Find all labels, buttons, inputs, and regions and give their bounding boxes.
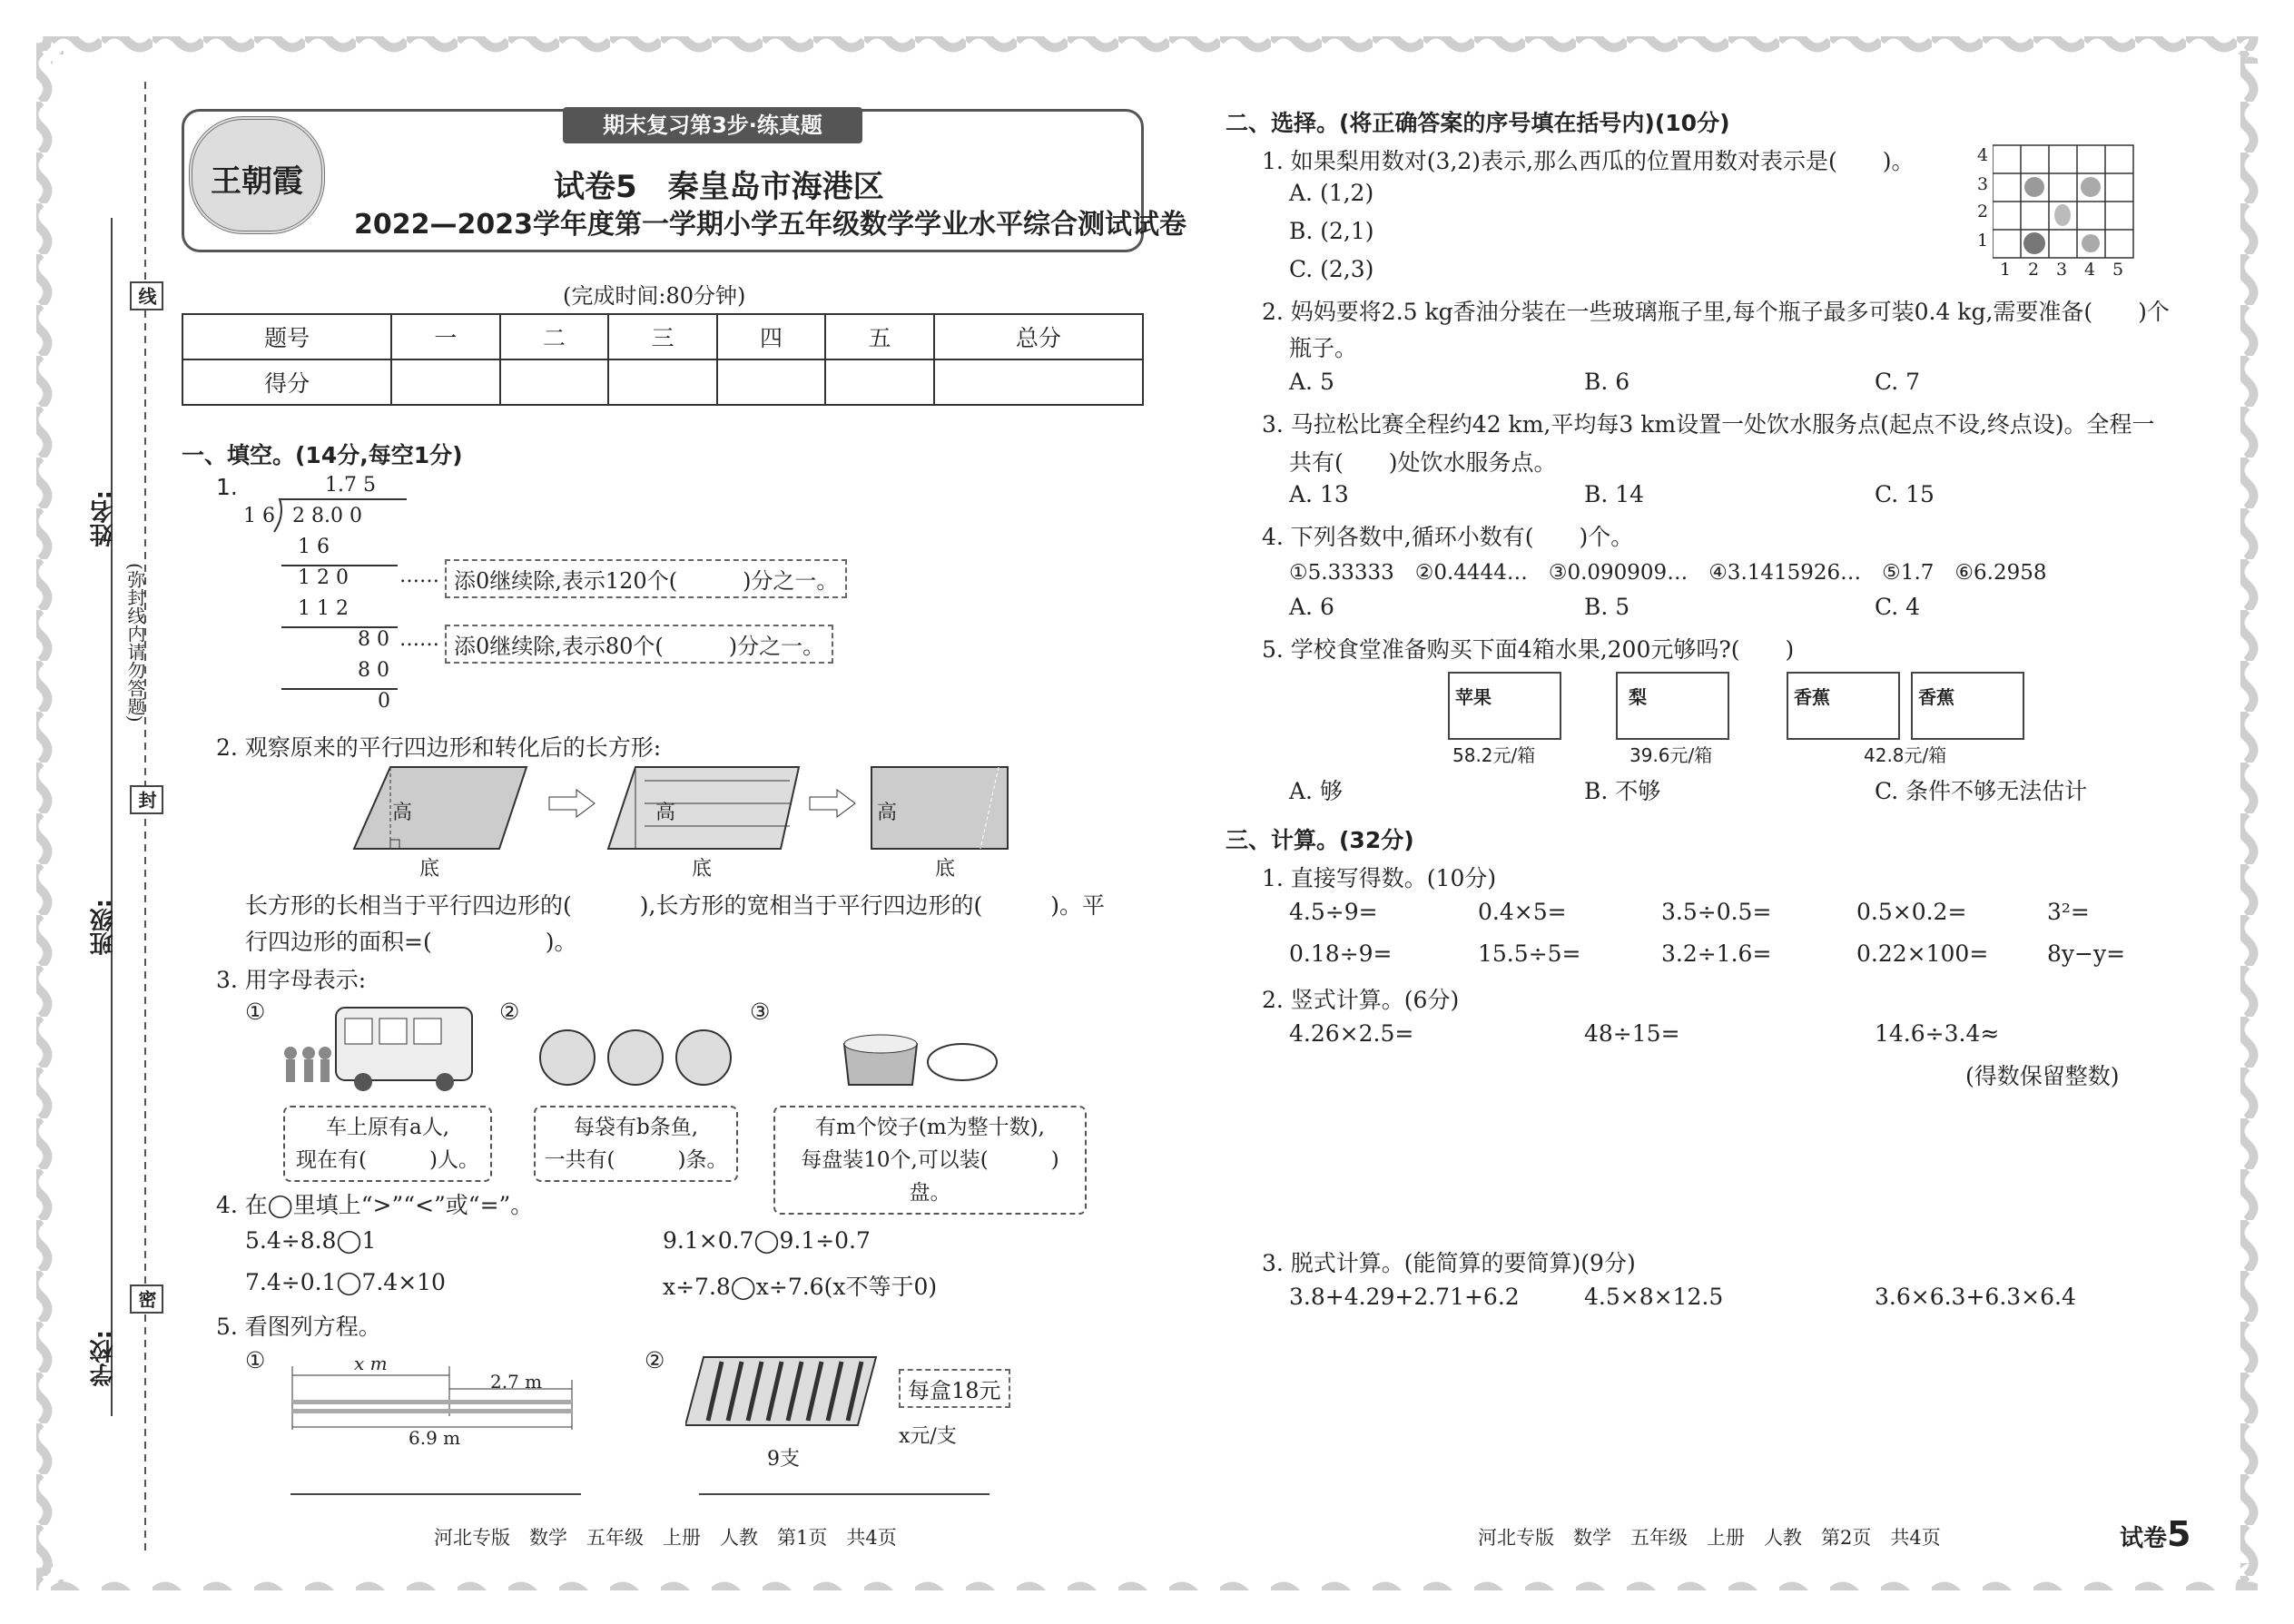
fruit-price-3: 42.8元/箱 xyxy=(1864,744,1947,766)
q3-stem: 3. 用字母表示: xyxy=(216,967,367,993)
q1-num: 1. xyxy=(216,474,238,500)
q5-xm: x m xyxy=(354,1353,388,1374)
q1-step5: 8 0 xyxy=(358,659,389,682)
q2-di-2: 底 xyxy=(692,858,713,881)
calc[interactable]: 0.5×0.2= xyxy=(1856,899,1967,925)
grid-x3: 3 xyxy=(2056,260,2068,280)
q3-n1: ① xyxy=(245,999,266,1025)
fruit-price-1: 58.2元/箱 xyxy=(1452,744,1536,766)
score-input[interactable] xyxy=(391,359,500,405)
q1-step3: 1 1 2 xyxy=(298,597,349,620)
q2-gao-2: 高 xyxy=(655,802,676,824)
bus-illustration xyxy=(272,999,481,1098)
score-cell: 题号 xyxy=(182,314,391,359)
fruit-box-banana-1 xyxy=(1787,672,1900,740)
calc[interactable]: 8y−y= xyxy=(2047,940,2126,967)
class-label: 班级: xyxy=(90,899,117,956)
q1-step1: 1 6 xyxy=(298,536,330,558)
q2-di-3: 底 xyxy=(935,858,956,881)
tag-number: 5 xyxy=(2167,1514,2191,1554)
q1-dividend: 2 8.0 0 xyxy=(292,505,362,527)
calc[interactable]: 3²= xyxy=(2047,899,2090,925)
score-cell: 总分 xyxy=(934,314,1143,359)
s2q4-b[interactable]: B. 5 xyxy=(1584,594,1630,620)
paper-subtitle: 2022—2023学年度第一学期小学五年级数学学业水平综合测试试卷 xyxy=(354,209,1186,241)
school-label: 学校: xyxy=(90,1330,117,1387)
score-cell: 三 xyxy=(608,314,717,359)
score-table-header-row xyxy=(182,314,1143,359)
tag-label: 试卷 xyxy=(2120,1525,2168,1552)
paper-tag xyxy=(2120,1514,2191,1554)
s2q2-b[interactable]: B. 6 xyxy=(1584,369,1630,395)
vcalc[interactable]: 14.6÷3.4≈ xyxy=(1875,1020,2000,1047)
s2q5-stem: 5. 学校食堂准备购买下面4箱水果,200元够吗?( ) xyxy=(1262,636,1795,663)
grid-x1: 1 xyxy=(2000,260,2012,280)
grid-y4: 4 xyxy=(1977,145,1989,165)
s2q4-c[interactable]: C. 4 xyxy=(1875,594,1921,620)
fruit-box-banana-2 xyxy=(1911,672,2024,740)
side-feng: 封 xyxy=(130,785,163,814)
answer-line[interactable] xyxy=(290,1493,581,1495)
s2q3-stem2: 共有( )处饮水服务点。 xyxy=(1289,449,1557,476)
paper-title: 试卷5 秦皇岛市海港区 xyxy=(554,169,884,205)
footer-right: 河北专版 数学 五年级 上册 人教 第2页 共4页 xyxy=(1478,1527,1941,1549)
q3-caption-2 xyxy=(534,1106,738,1182)
s2q2-a[interactable]: A. 5 xyxy=(1289,369,1334,395)
s2q1-c[interactable]: C. (2,3) xyxy=(1289,256,1374,282)
q4-a[interactable]: 5.4÷8.8◯1 xyxy=(245,1227,377,1254)
q1-divisor: 1 6 xyxy=(243,505,275,527)
q1-quotient: 1.7 5 xyxy=(325,474,376,497)
side-xian: 线 xyxy=(130,281,163,310)
s3q2-note: (得数保留整数) xyxy=(1965,1063,2120,1089)
s2q1-a[interactable]: A. (1,2) xyxy=(1289,180,1374,206)
q3-c1b[interactable]: 现在有( )人。 xyxy=(296,1148,479,1172)
q1-step6: 0 xyxy=(378,690,390,713)
s2q1-stem: 1. 如果梨用数对(3,2)表示,那么西瓜的位置用数对表示是( )。 xyxy=(1262,148,1915,174)
footer-left: 河北专版 数学 五年级 上册 人教 第1页 共4页 xyxy=(434,1527,897,1549)
q2-stem: 2. 观察原来的平行四边形和转化后的长方形: xyxy=(216,734,662,761)
tcalc[interactable]: 3.6×6.3+6.3×6.4 xyxy=(1875,1284,2076,1310)
score-table xyxy=(182,313,1144,406)
grid-y1: 1 xyxy=(1977,231,1989,251)
banner: 期末复习第3步·练真题 xyxy=(563,107,862,143)
section-1-title: 一、填空。(14分,每空1分) xyxy=(182,442,463,468)
side-fill-line xyxy=(111,218,113,1416)
q3-c2b[interactable]: 一共有( )条。 xyxy=(544,1148,728,1172)
q2-di-1: 底 xyxy=(419,858,440,881)
score-cell: 二 xyxy=(500,314,609,359)
calc[interactable]: 0.18÷9= xyxy=(1289,940,1393,967)
s2q5-a[interactable]: A. 够 xyxy=(1289,778,1343,804)
answer-line[interactable] xyxy=(699,1493,989,1495)
name-label: 姓名: xyxy=(90,490,117,547)
fruit-label: 香蕉 xyxy=(1918,686,1954,708)
fruit-grid xyxy=(1993,143,2138,261)
grid-x4: 4 xyxy=(2084,260,2096,280)
q5-total: 6.9 m xyxy=(409,1427,461,1449)
section-2-title: 二、选择。(将正确答案的序号填在括号内)(10分) xyxy=(1226,110,1730,136)
q4-b[interactable]: 9.1×0.7◯9.1÷0.7 xyxy=(663,1227,871,1254)
q4-stem: 4. 在◯里填上“>”“<”或“=”。 xyxy=(216,1192,534,1218)
q5-stem: 5. 看图列方程。 xyxy=(216,1314,381,1340)
calc[interactable]: 3.2÷1.6= xyxy=(1661,940,1772,967)
dumplings-illustration xyxy=(835,1008,999,1089)
q2-text1: 长方形的长相当于平行四边形的( ),长方形的宽相当于平行四边形的( )。平 xyxy=(245,892,1105,919)
logo xyxy=(189,116,325,234)
score-input[interactable] xyxy=(717,359,826,405)
q4-c[interactable]: 7.4÷0.1◯7.4×10 xyxy=(245,1269,446,1295)
score-input[interactable] xyxy=(500,359,609,405)
tcalc[interactable]: 3.8+4.29+2.71+6.2 xyxy=(1289,1284,1520,1310)
s2q3-a[interactable]: A. 13 xyxy=(1289,481,1349,507)
side-mi: 密 xyxy=(130,1284,163,1314)
s3q2-stem: 2. 竖式计算。(6分) xyxy=(1262,987,1460,1013)
s2q2-stem: 2. 妈妈要将2.5 kg香油分装在一些玻璃瓶子里,每个瓶子最多可装0.4 kg,需要准备( )个 xyxy=(1262,299,2170,325)
section-3-title: 三、计算。(32分) xyxy=(1226,827,1414,853)
q5-unit: x元/支 xyxy=(899,1425,957,1448)
q1-note2[interactable]: 添0继续除,表示80个( )分之一。 xyxy=(445,625,833,664)
q3-n2: ② xyxy=(499,999,520,1025)
q1-note1[interactable]: 添0继续除,表示120个( )分之一。 xyxy=(445,559,847,598)
fruit-box-apple xyxy=(1448,672,1561,740)
score-input[interactable] xyxy=(608,359,717,405)
q3-c3b[interactable]: 每盘装10个,可以装( )盘。 xyxy=(801,1148,1059,1205)
logo-text: 王朝霞 xyxy=(211,163,303,200)
s2q4-a[interactable]: A. 6 xyxy=(1289,594,1334,620)
q3-n3: ③ xyxy=(750,999,771,1025)
grid-y3: 3 xyxy=(1977,174,1989,194)
s2q3-stem: 3. 马拉松比赛全程约42 km,平均每3 km设置一处饮水服务点(起点不设,终点设)。全程一 xyxy=(1262,411,2155,438)
q5-n1: ① xyxy=(245,1347,266,1373)
side-notice: (弥封线内请勿答题) xyxy=(124,563,146,723)
s3q1-stem: 1. 直接写得数。(10分) xyxy=(1262,865,1497,891)
s2q4-opts: ①5.33333 ②0.4444… ③0.090909… ④3.1415926… ⑤1.7 ⑥6.2958 xyxy=(1289,561,2047,585)
score-table-score-row xyxy=(182,359,1143,405)
score-cell: 一 xyxy=(391,314,500,359)
fruit-label: 苹果 xyxy=(1455,686,1492,708)
s2q2-stem2: 瓶子。 xyxy=(1289,335,1358,361)
pen-box-illustration xyxy=(685,1353,885,1443)
q2-text2: 行四边形的面积=( )。 xyxy=(245,929,577,955)
score-row-label: 得分 xyxy=(182,359,391,405)
q5-len2: 2.7 m xyxy=(490,1371,543,1393)
fruit-price-2: 39.6元/箱 xyxy=(1629,744,1713,766)
s2q3-b[interactable]: B. 14 xyxy=(1584,481,1645,507)
q5-n2: ② xyxy=(645,1347,665,1373)
calc[interactable]: 15.5÷5= xyxy=(1478,940,1581,967)
grid-y2: 2 xyxy=(1977,202,1989,221)
time-limit: (完成时间:80分钟) xyxy=(563,283,746,309)
q2-gao-3: 高 xyxy=(877,802,898,824)
calc[interactable]: 4.5÷9= xyxy=(1289,899,1378,925)
q3-caption-3 xyxy=(773,1106,1087,1215)
q3-c2a: 每袋有b条鱼, xyxy=(573,1116,699,1139)
q2-gao-1: 高 xyxy=(392,802,413,824)
q1-step4: 8 0 xyxy=(358,628,389,651)
tcalc[interactable]: 4.5×8×12.5 xyxy=(1584,1284,1724,1310)
s2q2-c[interactable]: C. 7 xyxy=(1875,369,1921,395)
s2q1-b[interactable]: B. (2,1) xyxy=(1289,218,1374,244)
score-cell: 五 xyxy=(825,314,934,359)
q5-box-price: 每盒18元 xyxy=(899,1369,1010,1408)
q3-c3a: 有m个饺子(m为整十数), xyxy=(815,1116,1045,1139)
s3q3-stem: 3. 脱式计算。(能简算的要简算)(9分) xyxy=(1262,1250,1636,1276)
q4-d[interactable]: x÷7.8◯x÷7.6(x不等于0) xyxy=(663,1274,938,1300)
fruit-label: 香蕉 xyxy=(1794,686,1830,708)
q1-step2: 1 2 0 xyxy=(298,566,349,589)
vcalc[interactable]: 48÷15= xyxy=(1584,1020,1680,1047)
fish-bags-illustration xyxy=(536,1017,735,1089)
q5-count: 9支 xyxy=(767,1448,800,1471)
q3-c1a: 车上原有a人, xyxy=(325,1116,450,1139)
score-cell: 四 xyxy=(717,314,826,359)
s2q5-b[interactable]: B. 不够 xyxy=(1584,778,1661,804)
s2q3-c[interactable]: C. 15 xyxy=(1875,481,1935,507)
parallelogram-diagram xyxy=(345,763,1035,862)
score-input[interactable] xyxy=(825,359,934,405)
score-input[interactable] xyxy=(934,359,1143,405)
q3-caption-1 xyxy=(283,1106,492,1182)
s2q5-c[interactable]: C. 条件不够无法估计 xyxy=(1875,778,2088,804)
grid-x2: 2 xyxy=(2028,260,2040,280)
vcalc[interactable]: 4.26×2.5= xyxy=(1289,1020,1414,1047)
grid-x5: 5 xyxy=(2112,260,2124,280)
fruit-box-pear xyxy=(1616,672,1729,740)
s2q4-stem: 4. 下列各数中,循环小数有( )个。 xyxy=(1262,524,1634,550)
fruit-label: 梨 xyxy=(1629,686,1647,708)
calc[interactable]: 0.22×100= xyxy=(1856,940,1989,967)
calc[interactable]: 0.4×5= xyxy=(1478,899,1567,925)
calc[interactable]: 3.5÷0.5= xyxy=(1661,899,1772,925)
